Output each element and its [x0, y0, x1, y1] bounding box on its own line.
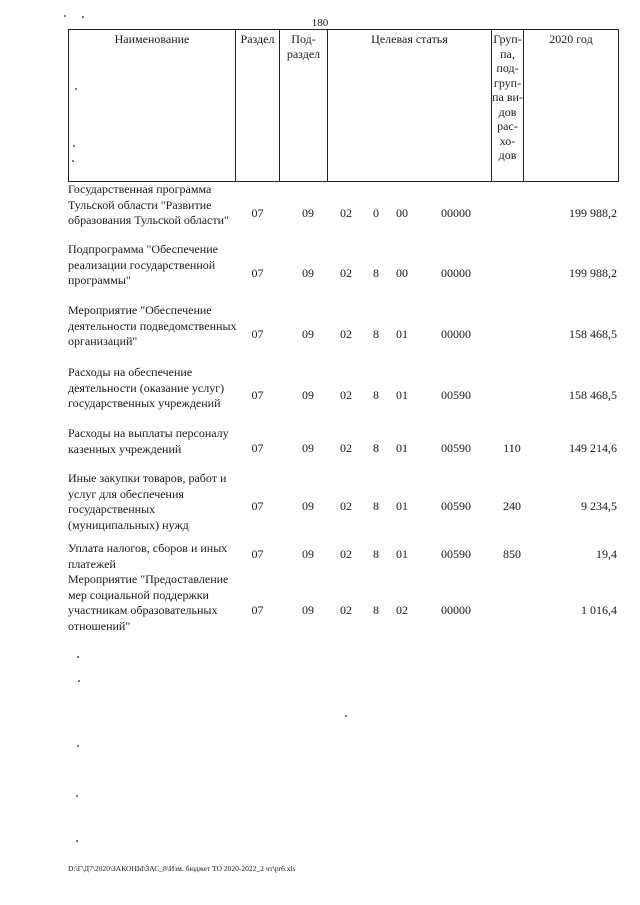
row-target-3: 01 [396, 388, 408, 402]
header-year-cell [524, 30, 619, 182]
row-target-4: 00590 [441, 547, 471, 561]
header-gruppa-line: под- [496, 61, 519, 75]
row-target-4: 00000 [441, 266, 471, 280]
header-gruppa [492, 30, 523, 163]
scan-speck [77, 656, 79, 658]
row-target-3: 01 [396, 327, 408, 341]
row-name: Иные закупки товаров, работ и услуг для обеспечения государственных (муниципальных) нужд [68, 471, 227, 532]
header-podrazdel-cell [280, 30, 328, 182]
header-gruppa-line: дов [498, 104, 517, 119]
header-gruppa-line: па, [500, 46, 515, 61]
row-target-1: 02 [340, 206, 352, 220]
header-podrazdel-line2: раздел [286, 46, 321, 61]
row-target-2: 8 [373, 547, 379, 561]
row-target-2: 8 [373, 499, 379, 513]
row-value: 149 214,6 [569, 441, 617, 455]
row-target-3: 01 [396, 499, 408, 513]
header-celevaya-cell [328, 30, 492, 182]
row-value: 199 988,2 [569, 266, 617, 280]
row-target-1: 02 [340, 603, 352, 617]
header-gruppa-line: рас- [497, 119, 518, 133]
row-target-3: 00 [396, 206, 408, 220]
row-podrazdel: 09 [302, 388, 314, 402]
header-name: Наименование [114, 32, 190, 46]
row-group: 110 [503, 441, 521, 455]
row-target-1: 02 [340, 388, 352, 402]
row-target-1: 02 [340, 441, 352, 455]
row-name: Уплата налогов, сборов и иных платежей [68, 541, 228, 571]
row-razdel: 07 [251, 266, 264, 280]
row-value: 199 988,2 [569, 206, 617, 220]
header-razdel-cell [236, 30, 280, 182]
header-gruppa-line: хо- [499, 133, 516, 148]
row-name: Расходы на обеспечение деятельности (оказание услуг) государственных учреждений [68, 365, 225, 410]
row-podrazdel: 09 [302, 266, 314, 280]
row-target-4: 00590 [441, 441, 471, 455]
scan-speck [75, 88, 77, 90]
row-target-1: 02 [340, 266, 352, 280]
scan-speck [82, 16, 84, 18]
row-target-2: 0 [373, 206, 379, 220]
header-gruppa-line: груп- [493, 75, 522, 90]
row-group: 850 [503, 547, 521, 561]
row-name: Мероприятие "Обеспечение деятельности подведомственных организаций" [68, 303, 237, 348]
row-podrazdel: 09 [302, 499, 314, 513]
row-target-1: 02 [340, 327, 352, 341]
row-value: 158 468,5 [569, 388, 617, 402]
row-group: 240 [503, 499, 521, 513]
row-name: Мероприятие "Предоставление мер социальной поддержки участникам образовательных отношений" [68, 572, 229, 633]
row-name: Государственная программа Тульской области "Развитие образования Тульской области" [68, 182, 229, 227]
scan-speck [76, 840, 78, 842]
row-value: 19,4 [596, 547, 617, 561]
row-razdel: 07 [251, 603, 264, 617]
row-value: 1 016,4 [581, 603, 617, 617]
row-name: Расходы на выплаты персоналу казенных учреждений [68, 426, 229, 456]
row-razdel: 07 [251, 388, 264, 402]
row-podrazdel: 09 [302, 547, 314, 561]
row-target-2: 8 [373, 327, 379, 341]
row-razdel: 07 [251, 499, 264, 513]
scan-speck [72, 160, 74, 162]
row-podrazdel: 09 [302, 603, 314, 617]
header-razdel: Раздел [240, 32, 275, 46]
scan-speck [76, 795, 78, 797]
row-target-4: 00000 [441, 603, 471, 617]
header-celevaya: Целевая статья [371, 32, 448, 46]
header-gruppa-line: Груп- [493, 32, 522, 46]
row-razdel: 07 [251, 441, 264, 455]
header-name-cell [69, 30, 236, 182]
scan-speck [78, 680, 80, 682]
scan-speck [345, 715, 347, 717]
header-podrazdel-line1: Под- [291, 32, 316, 46]
scan-speck [73, 145, 75, 147]
row-target-2: 8 [373, 441, 379, 455]
row-value: 9 234,5 [581, 499, 617, 513]
row-razdel: 07 [251, 547, 264, 561]
row-target-4: 00590 [441, 499, 471, 513]
row-target-3: 01 [396, 547, 408, 561]
row-target-3: 02 [396, 603, 408, 617]
row-podrazdel: 09 [302, 327, 314, 341]
row-target-4: 00590 [441, 388, 471, 402]
row-razdel: 07 [251, 327, 264, 341]
row-target-2: 8 [373, 388, 379, 402]
page-number: 180 [311, 17, 329, 29]
row-name: Подпрограмма "Обеспечение реализации государственной программы" [68, 242, 218, 287]
row-target-1: 02 [340, 499, 352, 513]
scan-speck [64, 15, 66, 17]
row-razdel: 07 [251, 206, 264, 220]
header-gruppa-line: па ви- [492, 90, 523, 104]
row-target-3: 00 [396, 266, 408, 280]
row-target-1: 02 [340, 547, 352, 561]
header-year: 2020 год [549, 32, 593, 46]
row-value: 158 468,5 [569, 327, 617, 341]
scan-speck [77, 745, 79, 747]
table-header [68, 29, 619, 182]
row-target-2: 8 [373, 603, 379, 617]
row-target-4: 00000 [441, 327, 471, 341]
header-gruppa-cell [492, 30, 524, 182]
row-target-2: 8 [373, 266, 379, 280]
row-podrazdel: 09 [302, 441, 314, 455]
row-target-4: 00000 [441, 206, 471, 220]
row-target-3: 01 [396, 441, 408, 455]
row-podrazdel: 09 [302, 206, 314, 220]
file-path-footer: D:\Г\Д7\2020\ЗАКОНЫ\ЗАС_8\Изм. бюджет ТО 2020-2022_2 чт\pr6.xls [68, 864, 296, 873]
header-gruppa-line: дов [498, 148, 517, 162]
